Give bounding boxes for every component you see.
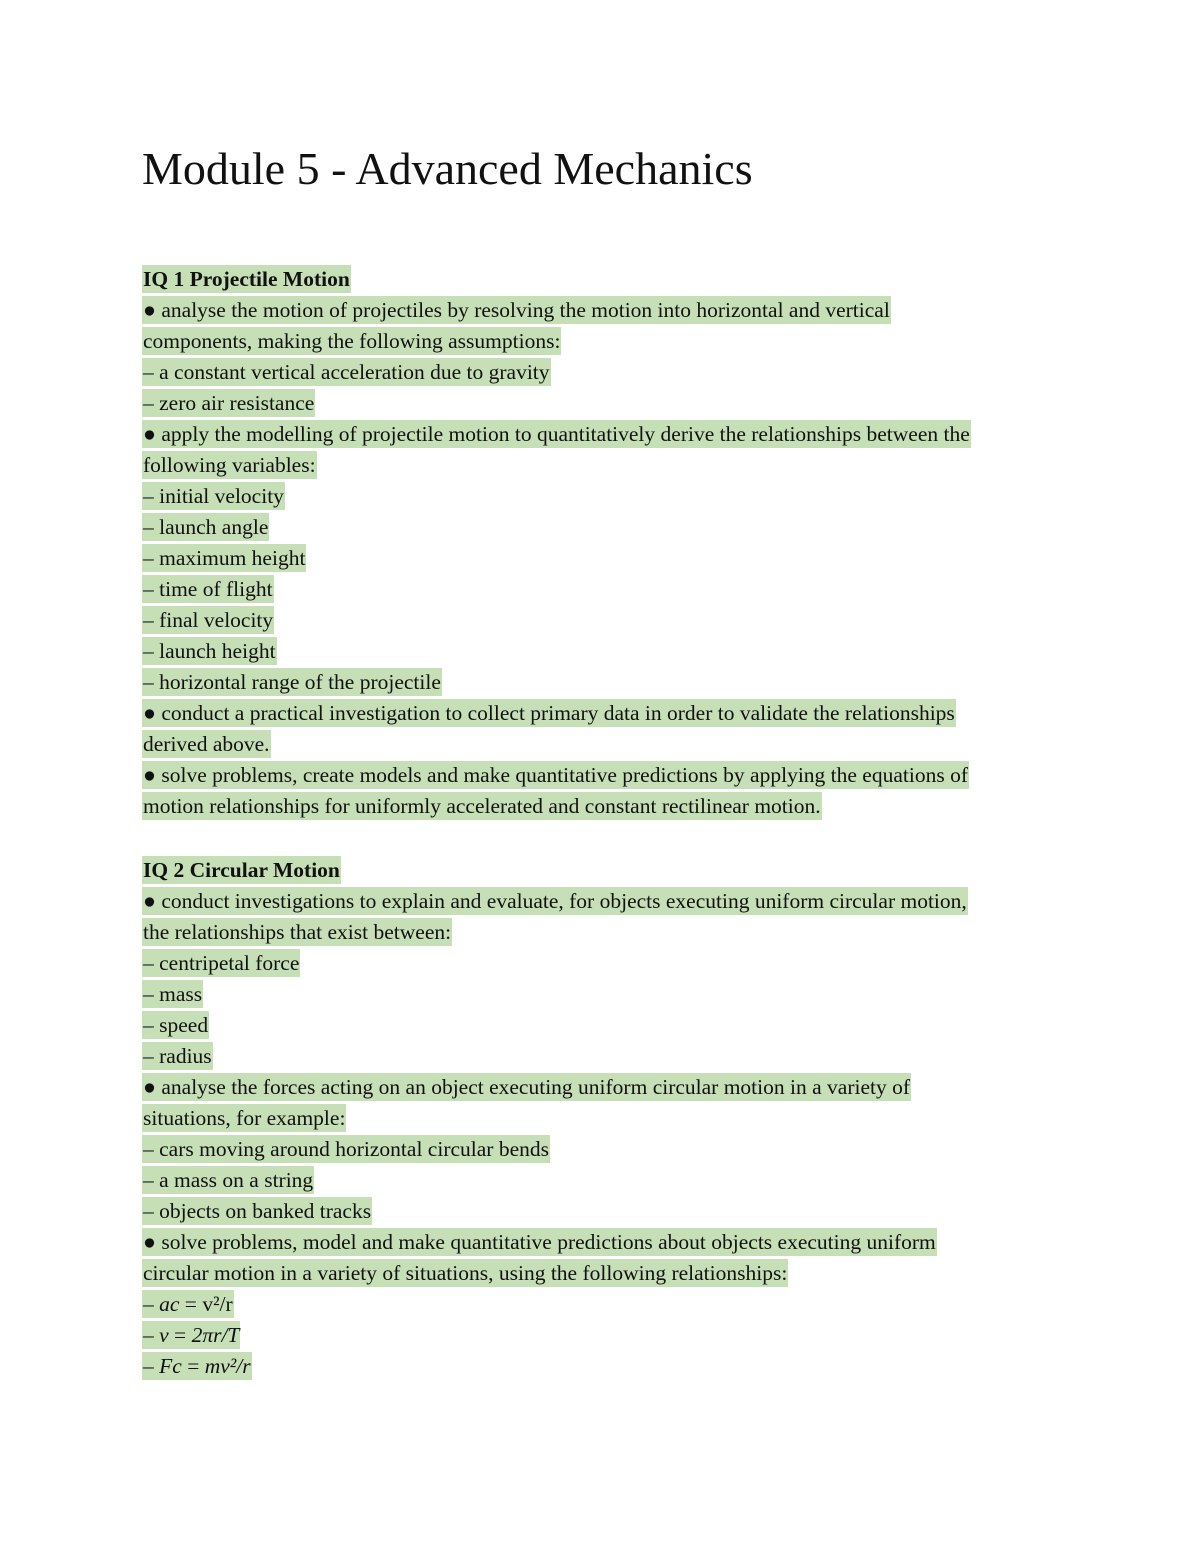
line-text: – a constant vertical acceleration due to gravity [143,360,550,384]
line-text: – mass [143,982,203,1006]
list-item [142,605,971,636]
list-item [142,1165,968,1196]
formula-prefix: – [143,1292,160,1316]
line-text: motion relationships for uniformly accelerated and constant rectilinear motion. [143,794,821,818]
line-text: ● conduct a practical investigation to collect primary data in order to validate the relationships [143,701,955,725]
list-item [142,1134,968,1165]
list-item [142,791,971,822]
formula-equals: = [179,1292,203,1316]
formula-text [142,1352,252,1380]
list-item [142,450,971,481]
list-item [142,917,968,948]
list-item [142,636,971,667]
line-text: ● analyse the forces acting on an object executing uniform circular motion in a variety of [143,1075,910,1099]
formula-centripetal-acceleration [142,1289,968,1320]
list-item [142,1010,968,1041]
list-item [142,1196,968,1227]
line-text: the relationships that exist between: [143,920,452,944]
formula-velocity [142,1320,968,1351]
line-text: ● analyse the motion of projectiles by resolving the motion into horizontal and vertical [143,298,890,322]
formula-text [142,1290,234,1318]
list-item [142,667,971,698]
line-text: – maximum height [143,546,306,570]
list-item [142,886,968,917]
line-text: situations, for example: [143,1106,346,1130]
line-text: circular motion in a variety of situations, using the following relationships: [143,1261,788,1285]
list-item [142,357,971,388]
section-heading [142,264,971,295]
heading-text: IQ 2 Circular Motion [143,858,340,882]
line-text: ● conduct investigations to explain and evaluate, for objects executing uniform circular motion, [143,889,967,913]
list-item [142,543,971,574]
heading-text: IQ 1 Projectile Motion [143,267,350,291]
list-item [142,760,971,791]
list-item [142,388,971,419]
line-text: – speed [143,1013,209,1037]
line-text: – horizontal range of the projectile [143,670,441,694]
formula-rhs: v²/r [202,1292,233,1316]
section-heading [142,855,968,886]
list-item [142,295,971,326]
list-item [142,729,971,760]
list-item [142,326,971,357]
list-item [142,419,971,450]
line-text: – a mass on a string [143,1168,314,1192]
formula-rhs: mv²/r [204,1354,251,1378]
section-circular-motion [142,855,968,1382]
line-text: – final velocity [143,608,274,632]
line-text: – cars moving around horizontal circular bends [143,1137,549,1161]
list-item [142,574,971,605]
list-item [142,698,971,729]
list-item [142,1072,968,1103]
line-text: derived above. [143,732,270,756]
formula-prefix: – [143,1354,160,1378]
formula-lhs: v [159,1323,169,1347]
list-item [142,1103,968,1134]
formula-text [142,1321,240,1349]
list-item [142,1258,968,1289]
list-item [142,481,971,512]
formula-prefix: – [143,1323,160,1347]
line-text: – launch height [143,639,276,663]
list-item [142,948,968,979]
line-text: components, making the following assumptions: [143,329,561,353]
line-text: – launch angle [143,515,269,539]
formula-equals: = [181,1354,205,1378]
line-text: – initial velocity [143,484,284,508]
line-text: – centripetal force [143,951,300,975]
section-projectile-motion [142,264,971,822]
line-text: – zero air resistance [143,391,315,415]
line-text: – time of flight [143,577,273,601]
list-item [142,979,968,1010]
line-text: following variables: [143,453,316,477]
formula-lhs: Fc [159,1354,182,1378]
line-text: – radius [143,1044,212,1068]
line-text: ● solve problems, create models and make quantitative predictions by applying the equations of [143,763,968,787]
formula-lhs: ac [159,1292,180,1316]
list-item [142,1041,968,1072]
formula-rhs: 2πr/T [191,1323,240,1347]
formula-centripetal-force [142,1351,968,1382]
page-title: Module 5 - Advanced Mechanics [142,143,753,194]
line-text: ● apply the modelling of projectile motion to quantitatively derive the relationships between the [143,422,970,446]
list-item [142,512,971,543]
formula-equals: = [168,1323,192,1347]
line-text: ● solve problems, model and make quantitative predictions about objects executing uniform [143,1230,936,1254]
list-item [142,1227,968,1258]
line-text: – objects on banked tracks [143,1199,372,1223]
